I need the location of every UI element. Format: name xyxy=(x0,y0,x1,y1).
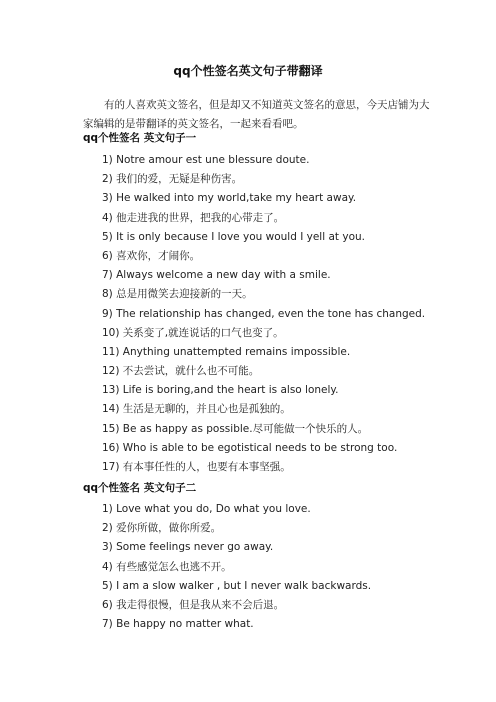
list-item: 16) Who is able to be egotistical needs to be strong too. xyxy=(102,441,398,454)
list-item: 1) Notre amour est une blessure doute. xyxy=(102,154,310,166)
list-item: 13) Life is boring,and the heart is also lonely. xyxy=(102,384,339,397)
section-heading-2: qq个性签名 英文句子二 xyxy=(83,482,197,494)
list-item: 6) 喜欢你，才闹你。 xyxy=(102,249,201,262)
document-title: qq个性签名英文句子带翻译 xyxy=(173,64,323,78)
list-item: 5) It is only because I love you would I yell at you. xyxy=(102,230,365,243)
list-item: 14) 生活是无聊的，并且心也是孤独的。 xyxy=(102,403,291,416)
list-item: 11) Anything unattempted remains impossible. xyxy=(102,345,351,358)
list-item: 4) 有些感觉怎么也逃不开。 xyxy=(102,560,232,573)
list-item: 3) Some feelings never go away. xyxy=(102,541,274,554)
list-item: 7) Always welcome a new day with a smile. xyxy=(102,269,331,282)
section-heading-1: qq个性签名 英文句子一 xyxy=(83,132,197,144)
list-item: 15) Be as happy as possible.尽可能做一个快乐的人。 xyxy=(102,422,369,435)
list-item: 2) 爱你所做，做你所爱。 xyxy=(102,522,222,535)
list-item: 6) 我走得很慢，但是我从来不会后退。 xyxy=(102,598,285,611)
list-item: 1) Love what you do, Do what you love. xyxy=(102,503,311,515)
list-item: 7) Be happy no matter what. xyxy=(102,618,254,631)
intro-paragraph: 有的人喜欢英文签名，但是却又不知道英文签名的意思，今天店铺为大家编辑的是带翻译的英文签名，一起来看看吧。 xyxy=(83,99,430,130)
list-item: 9) The relationship has changed, even the tone has changed. xyxy=(102,307,426,320)
list-item: 5) I am a slow walker , but I never walk backwards. xyxy=(102,579,372,592)
section-2-lines xyxy=(102,500,371,634)
list-item: 3) He walked into my world,take my heart away. xyxy=(102,192,357,205)
list-item: 12) 不去尝试，就什么也不可能。 xyxy=(102,365,260,378)
list-item: 2) 我们的爱，无疑是种伤害。 xyxy=(102,173,243,186)
list-item: 4) 他走进我的世界，把我的心带走了。 xyxy=(102,211,285,224)
list-item: 8) 总是用微笑去迎接新的一天。 xyxy=(102,288,253,301)
list-item: 17) 有本事任性的人，也要有本事坚强。 xyxy=(102,461,291,473)
section-1-lines xyxy=(102,151,425,477)
list-item: 10) 关系变了,就连说话的口气也变了。 xyxy=(102,326,284,339)
